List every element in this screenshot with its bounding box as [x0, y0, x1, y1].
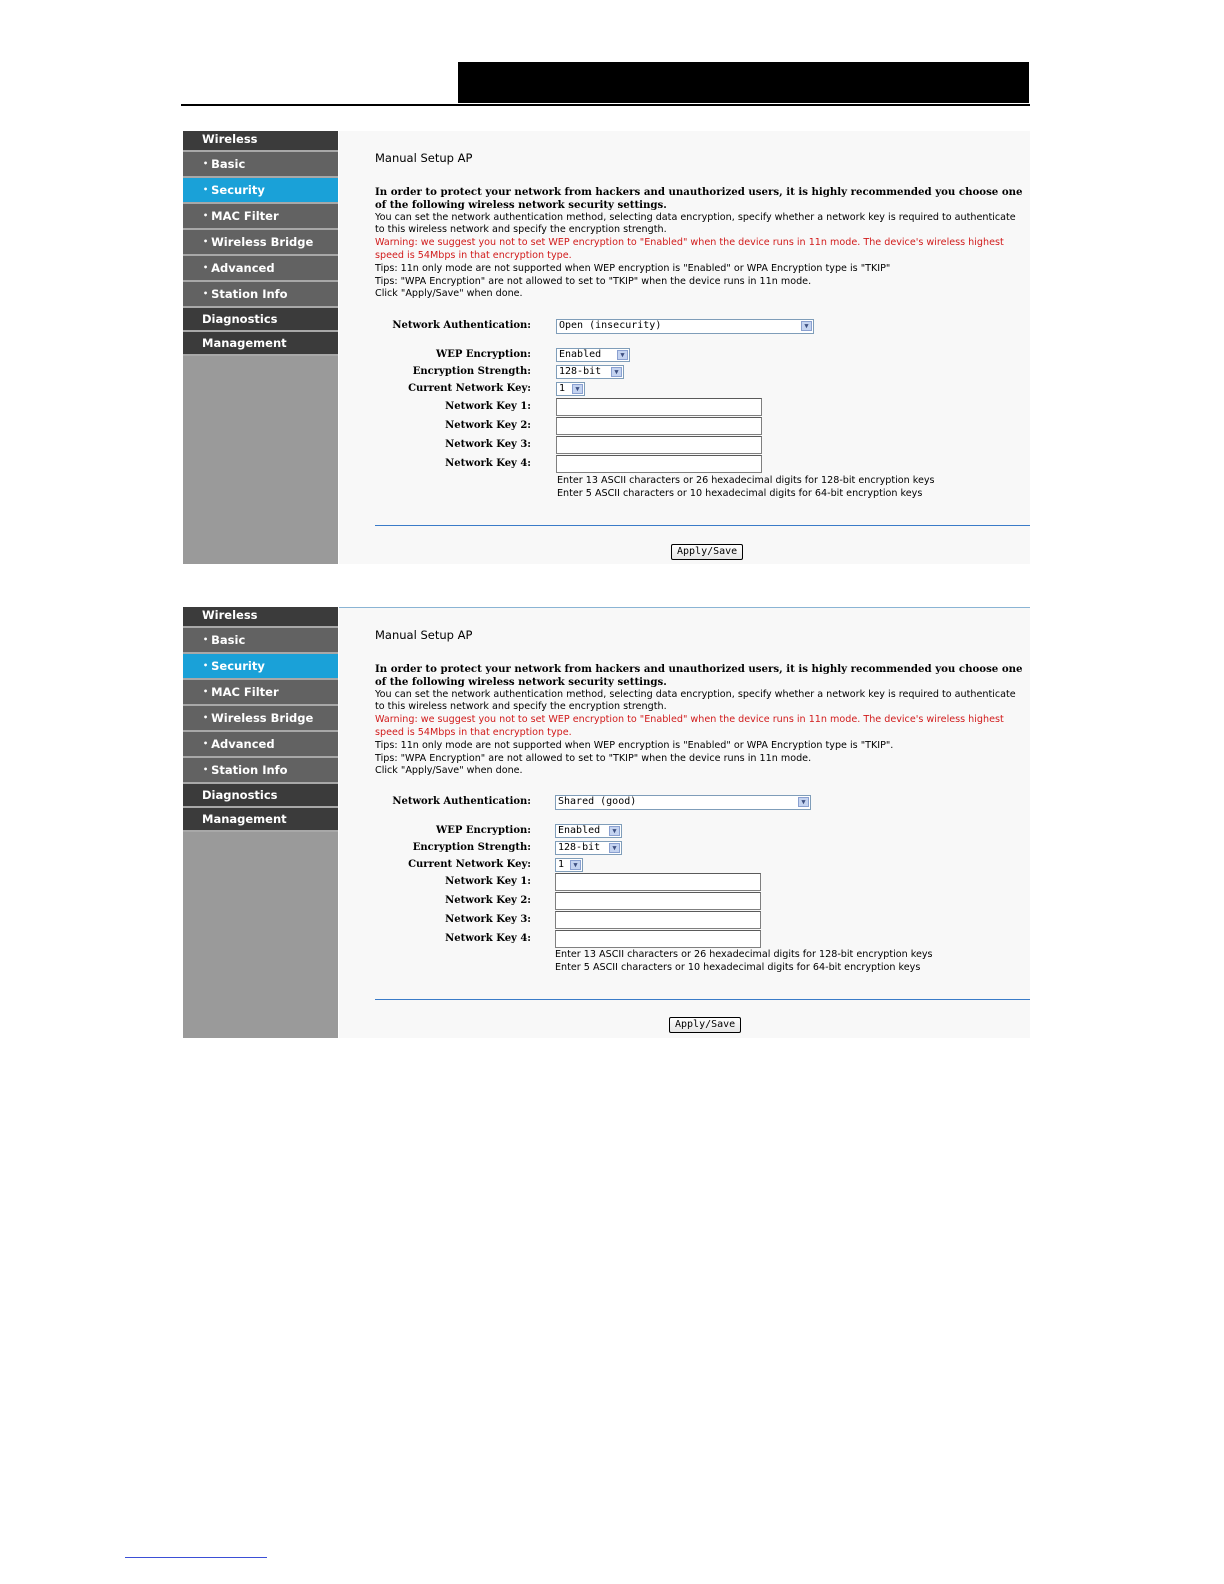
current-network-key-value: 1: [559, 383, 566, 394]
network-authentication-label: Network Authentication:: [392, 320, 531, 331]
wep-encryption-label: WEP Encryption:: [436, 825, 531, 836]
key-hint-128: Enter 13 ASCII characters or 26 hexadecimal digits for 128-bit encryption keys: [555, 949, 933, 960]
sidebar-item-wireless[interactable]: [183, 607, 338, 628]
sidebar-item-diagnostics[interactable]: [183, 308, 338, 332]
wep-encryption-select[interactable]: [555, 824, 622, 838]
intro-bold-text: In order to protect your network from hackers and unauthorized users, it is highly recommended you choose one of the following wireless network security settings.: [375, 663, 1023, 688]
bullet-icon: •: [203, 661, 209, 670]
network-key-3-input[interactable]: [555, 911, 761, 929]
intro-text: You can set the network authentication method, selecting data encryption, specify whether a network key is required to authenticate to this wireless network and specify the encryption strength.: [375, 688, 1016, 713]
sidebar: [183, 607, 338, 1038]
sidebar-item-wireless-bridge[interactable]: [183, 706, 338, 732]
sidebar-item-advanced[interactable]: [183, 732, 338, 758]
sidebar-item-station-info[interactable]: [183, 758, 338, 784]
sidebar-item-label: Advanced: [211, 261, 275, 275]
wep-encryption-select[interactable]: [556, 348, 630, 362]
document-header-rule: [181, 104, 1030, 106]
sidebar-item-label: Advanced: [211, 737, 275, 751]
sidebar-item-management[interactable]: [183, 332, 338, 356]
chevron-down-icon[interactable]: ▼: [611, 367, 622, 377]
sidebar-item-label: Diagnostics: [202, 312, 278, 326]
apply-save-button[interactable]: Apply/Save: [669, 1017, 741, 1033]
tip-text-1: Tips: 11n only mode are not supported when WEP encryption is "Enabled" or WPA Encryption type is "TKIP".: [375, 739, 894, 751]
footer-rule: [125, 1557, 267, 1558]
sidebar-item-label: MAC Filter: [211, 685, 279, 699]
network-key-3-input[interactable]: [556, 436, 762, 454]
chevron-down-icon[interactable]: ▼: [801, 321, 812, 331]
sidebar-item-station-info[interactable]: [183, 282, 338, 308]
wep-encryption-label: WEP Encryption:: [436, 349, 531, 360]
sidebar-item-label: Station Info: [211, 287, 288, 301]
separator-line: [375, 525, 1030, 526]
sidebar-item-label: Wireless: [202, 608, 258, 622]
page-title: Manual Setup AP: [375, 628, 473, 642]
bullet-icon: •: [203, 635, 209, 644]
bullet-icon: •: [203, 237, 209, 246]
network-key-2-input[interactable]: [556, 417, 762, 435]
network-key-4-input[interactable]: [556, 455, 762, 473]
security-panel-open: [183, 131, 1030, 564]
main-content: [339, 131, 1030, 564]
chevron-down-icon[interactable]: ▼: [570, 860, 581, 870]
key-hint-64: Enter 5 ASCII characters or 10 hexadecimal digits for 64-bit encryption keys: [557, 488, 923, 499]
sidebar-item-label: Station Info: [211, 763, 288, 777]
sidebar-item-label: Security: [211, 659, 265, 673]
current-network-key-select[interactable]: [555, 858, 583, 872]
sidebar-item-mac-filter[interactable]: [183, 680, 338, 706]
sidebar-item-label: Wireless Bridge: [211, 711, 314, 725]
sidebar-item-security[interactable]: [183, 178, 338, 204]
network-authentication-label: Network Authentication:: [392, 796, 531, 807]
network-key-2-label: Network Key 2:: [445, 895, 531, 906]
chevron-down-icon[interactable]: ▼: [798, 797, 809, 807]
apply-save-button[interactable]: Apply/Save: [671, 544, 743, 560]
chevron-down-icon[interactable]: ▼: [617, 350, 628, 360]
current-network-key-label: Current Network Key:: [408, 383, 531, 394]
bullet-icon: •: [203, 713, 209, 722]
document-header-bar: [458, 62, 1029, 103]
tip-text-2: Tips: "WPA Encryption" are not allowed to set to "TKIP" when the device runs in 11n mode.: [375, 752, 812, 764]
network-key-4-label: Network Key 4:: [445, 458, 531, 469]
sidebar-item-label: Wireless Bridge: [211, 235, 314, 249]
sidebar: [183, 131, 338, 564]
network-key-2-input[interactable]: [555, 892, 761, 910]
chevron-down-icon[interactable]: ▼: [609, 826, 620, 836]
key-hint-128: Enter 13 ASCII characters or 26 hexadecimal digits for 128-bit encryption keys: [557, 475, 935, 486]
sidebar-item-security[interactable]: [183, 654, 338, 680]
sidebar-item-label: Security: [211, 183, 265, 197]
tip-text-2: Tips: "WPA Encryption" are not allowed to set to "TKIP" when the device runs in 11n mode.: [375, 275, 812, 287]
network-key-2-label: Network Key 2:: [445, 420, 531, 431]
bullet-icon: •: [203, 185, 209, 194]
network-key-3-label: Network Key 3:: [445, 439, 531, 450]
sidebar-item-label: Management: [202, 812, 287, 826]
network-key-1-input[interactable]: [555, 873, 761, 891]
sidebar-item-basic[interactable]: [183, 152, 338, 178]
sidebar-item-wireless[interactable]: [183, 131, 338, 152]
warning-text: Warning: we suggest you not to set WEP encryption to "Enabled" when the device runs in 11n mode. The device's wireless highest speed is 54Mbps in that encryption type.: [375, 237, 1004, 261]
description-block: [375, 186, 1025, 301]
bullet-icon: •: [203, 159, 209, 168]
network-key-3-label: Network Key 3:: [445, 914, 531, 925]
main-content: [339, 607, 1030, 1038]
sidebar-item-diagnostics[interactable]: [183, 784, 338, 808]
network-key-1-label: Network Key 1:: [445, 876, 531, 887]
intro-bold-text: In order to protect your network from hackers and unauthorized users, it is highly recommended you choose one of the following wireless network security settings.: [375, 186, 1023, 211]
apply-instruction-text: Click "Apply/Save" when done.: [375, 765, 523, 777]
key-hint-64: Enter 5 ASCII characters or 10 hexadecimal digits for 64-bit encryption keys: [555, 962, 921, 973]
network-authentication-value: Open (insecurity): [559, 320, 662, 331]
encryption-strength-label: Encryption Strength:: [412, 366, 531, 377]
chevron-down-icon[interactable]: ▼: [609, 843, 620, 853]
current-network-key-label: Current Network Key:: [408, 859, 531, 870]
intro-text: You can set the network authentication method, selecting data encryption, specify whether a network key is required to authenticate to this wireless network and specify the encryption strength.: [375, 211, 1016, 236]
network-authentication-select[interactable]: [556, 319, 814, 334]
description-block: [375, 663, 1025, 778]
tip-text-1: Tips: 11n only mode are not supported when WEP encryption is "Enabled" or WPA Encryption type is "TKIP": [375, 262, 891, 274]
network-key-1-label: Network Key 1:: [445, 401, 531, 412]
encryption-strength-select[interactable]: [555, 841, 622, 855]
sidebar-item-label: Basic: [211, 157, 246, 171]
encryption-strength-select[interactable]: [556, 365, 624, 379]
sidebar-item-label: Wireless: [202, 132, 258, 146]
network-key-4-input[interactable]: [555, 930, 761, 948]
bullet-icon: •: [203, 263, 209, 272]
current-network-key-value: 1: [558, 859, 565, 870]
network-key-1-input[interactable]: [556, 398, 762, 416]
security-panel-shared: [183, 607, 1030, 1038]
sidebar-item-label: Management: [202, 336, 287, 350]
bullet-icon: •: [203, 739, 209, 748]
encryption-strength-label: Encryption Strength:: [412, 842, 531, 853]
apply-instruction-text: Click "Apply/Save" when done.: [375, 288, 523, 300]
sidebar-item-label: Diagnostics: [202, 788, 278, 802]
wep-encryption-value: Enabled: [559, 349, 602, 360]
sidebar-item-mac-filter[interactable]: [183, 204, 338, 230]
bullet-icon: •: [203, 289, 209, 298]
sidebar-item-basic[interactable]: [183, 628, 338, 654]
sidebar-item-label: MAC Filter: [211, 209, 279, 223]
separator-line: [375, 999, 1030, 1000]
sidebar-item-wireless-bridge[interactable]: [183, 230, 338, 256]
chevron-down-icon[interactable]: ▼: [572, 384, 583, 394]
wep-encryption-value: Enabled: [558, 825, 601, 836]
encryption-strength-value: 128-bit: [559, 366, 602, 377]
sidebar-item-advanced[interactable]: [183, 256, 338, 282]
encryption-strength-value: 128-bit: [558, 842, 601, 853]
bullet-icon: •: [203, 765, 209, 774]
sidebar-item-management[interactable]: [183, 808, 338, 832]
page-title: Manual Setup AP: [375, 151, 473, 165]
warning-text: Warning: we suggest you not to set WEP encryption to "Enabled" when the device runs in 11n mode. The device's wireless highest speed is 54Mbps in that encryption type.: [375, 714, 1004, 738]
bullet-icon: •: [203, 211, 209, 220]
network-key-4-label: Network Key 4:: [445, 933, 531, 944]
sidebar-item-label: Basic: [211, 633, 246, 647]
network-authentication-select[interactable]: [555, 795, 811, 810]
network-authentication-value: Shared (good): [558, 796, 637, 807]
bullet-icon: •: [203, 687, 209, 696]
current-network-key-select[interactable]: [556, 382, 585, 396]
